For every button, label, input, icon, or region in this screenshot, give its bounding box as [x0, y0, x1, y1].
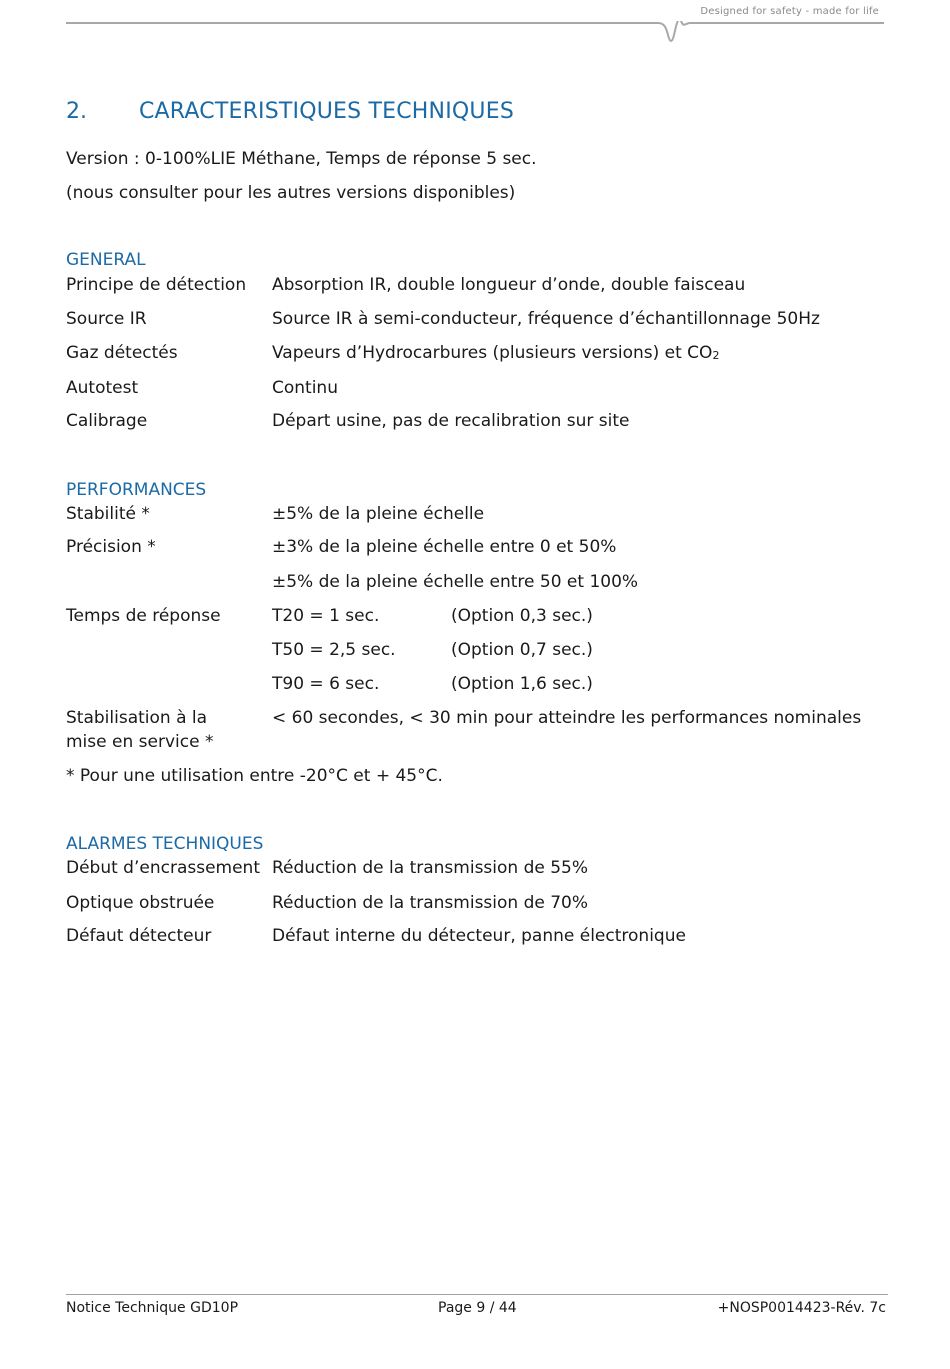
- precision-value-2: ±5% de la pleine échelle entre 50 et 100%: [272, 572, 639, 592]
- temps-label: Temps de réponse: [66, 606, 221, 626]
- footer-rule: [66, 1294, 888, 1295]
- temps-option: (Option 0,3 sec.): [451, 606, 593, 626]
- precision-value-1: ±3% de la pleine échelle entre 0 et 50%: [272, 537, 617, 557]
- stabilite-label: Stabilité *: [66, 504, 150, 524]
- temps-value: T50 = 2,5 sec.: [272, 640, 396, 660]
- stabilite-value: ±5% de la pleine échelle: [272, 504, 485, 524]
- gas-subscript: 2: [712, 349, 720, 362]
- section-number: 2.: [66, 99, 87, 124]
- gas-text: Vapeurs d’Hydrocarbures (plusieurs versions) et CO: [272, 343, 713, 363]
- general-value: Départ usine, pas de recalibration sur site: [272, 411, 630, 431]
- alarme-label: Optique obstruée: [66, 893, 215, 913]
- intro-version: Version : 0-100%LIE Méthane, Temps de réponse 5 sec.: [66, 149, 537, 169]
- temps-value: T90 = 6 sec.: [272, 674, 380, 694]
- header-tagline: Designed for safety - made for life: [700, 6, 879, 17]
- temperature-note: * Pour une utilisation entre -20°C et + 45°C.: [66, 766, 443, 786]
- performances-heading: PERFORMANCES: [66, 480, 207, 500]
- stabilisation-label-1: Stabilisation à la: [66, 708, 208, 728]
- general-value: Absorption IR, double longueur d’onde, double faisceau: [272, 275, 746, 295]
- intro-note: (nous consulter pour les autres versions disponibles): [66, 183, 516, 203]
- alarme-value: Défaut interne du détecteur, panne électronique: [272, 926, 686, 946]
- alarme-value: Réduction de la transmission de 55%: [272, 858, 589, 878]
- section-title: CARACTERISTIQUES TECHNIQUES: [139, 99, 514, 124]
- stabilisation-label-2: mise en service *: [66, 732, 214, 752]
- alarme-label: Début d’encrassement: [66, 858, 260, 878]
- general-label: Gaz détectés: [66, 343, 178, 363]
- general-label: Calibrage: [66, 411, 148, 431]
- alarme-label: Défaut détecteur: [66, 926, 212, 946]
- general-value-gas: [272, 342, 719, 366]
- stabilisation-value: < 60 secondes, < 30 min pour atteindre les performances nominales: [272, 708, 862, 728]
- temps-option: (Option 0,7 sec.): [451, 640, 593, 660]
- temps-option: (Option 1,6 sec.): [451, 674, 593, 694]
- footer-page-number: Page 9 / 44: [438, 1300, 517, 1316]
- footer-document-title: Notice Technique GD10P: [66, 1300, 239, 1316]
- precision-label: Précision *: [66, 537, 156, 557]
- general-value: Source IR à semi-conducteur, fréquence d’échantillonnage 50Hz: [272, 309, 820, 329]
- header-wave-line: [66, 21, 884, 47]
- general-label: Principe de détection: [66, 275, 247, 295]
- general-label: Autotest: [66, 378, 139, 398]
- alarme-value: Réduction de la transmission de 70%: [272, 893, 589, 913]
- alarmes-heading: ALARMES TECHNIQUES: [66, 834, 264, 854]
- footer-reference: +NOSP0014423-Rév. 7c: [717, 1300, 886, 1316]
- temps-value: T20 = 1 sec.: [272, 606, 380, 626]
- general-value: Continu: [272, 378, 338, 398]
- general-heading: GENERAL: [66, 250, 146, 270]
- general-label: Source IR: [66, 309, 147, 329]
